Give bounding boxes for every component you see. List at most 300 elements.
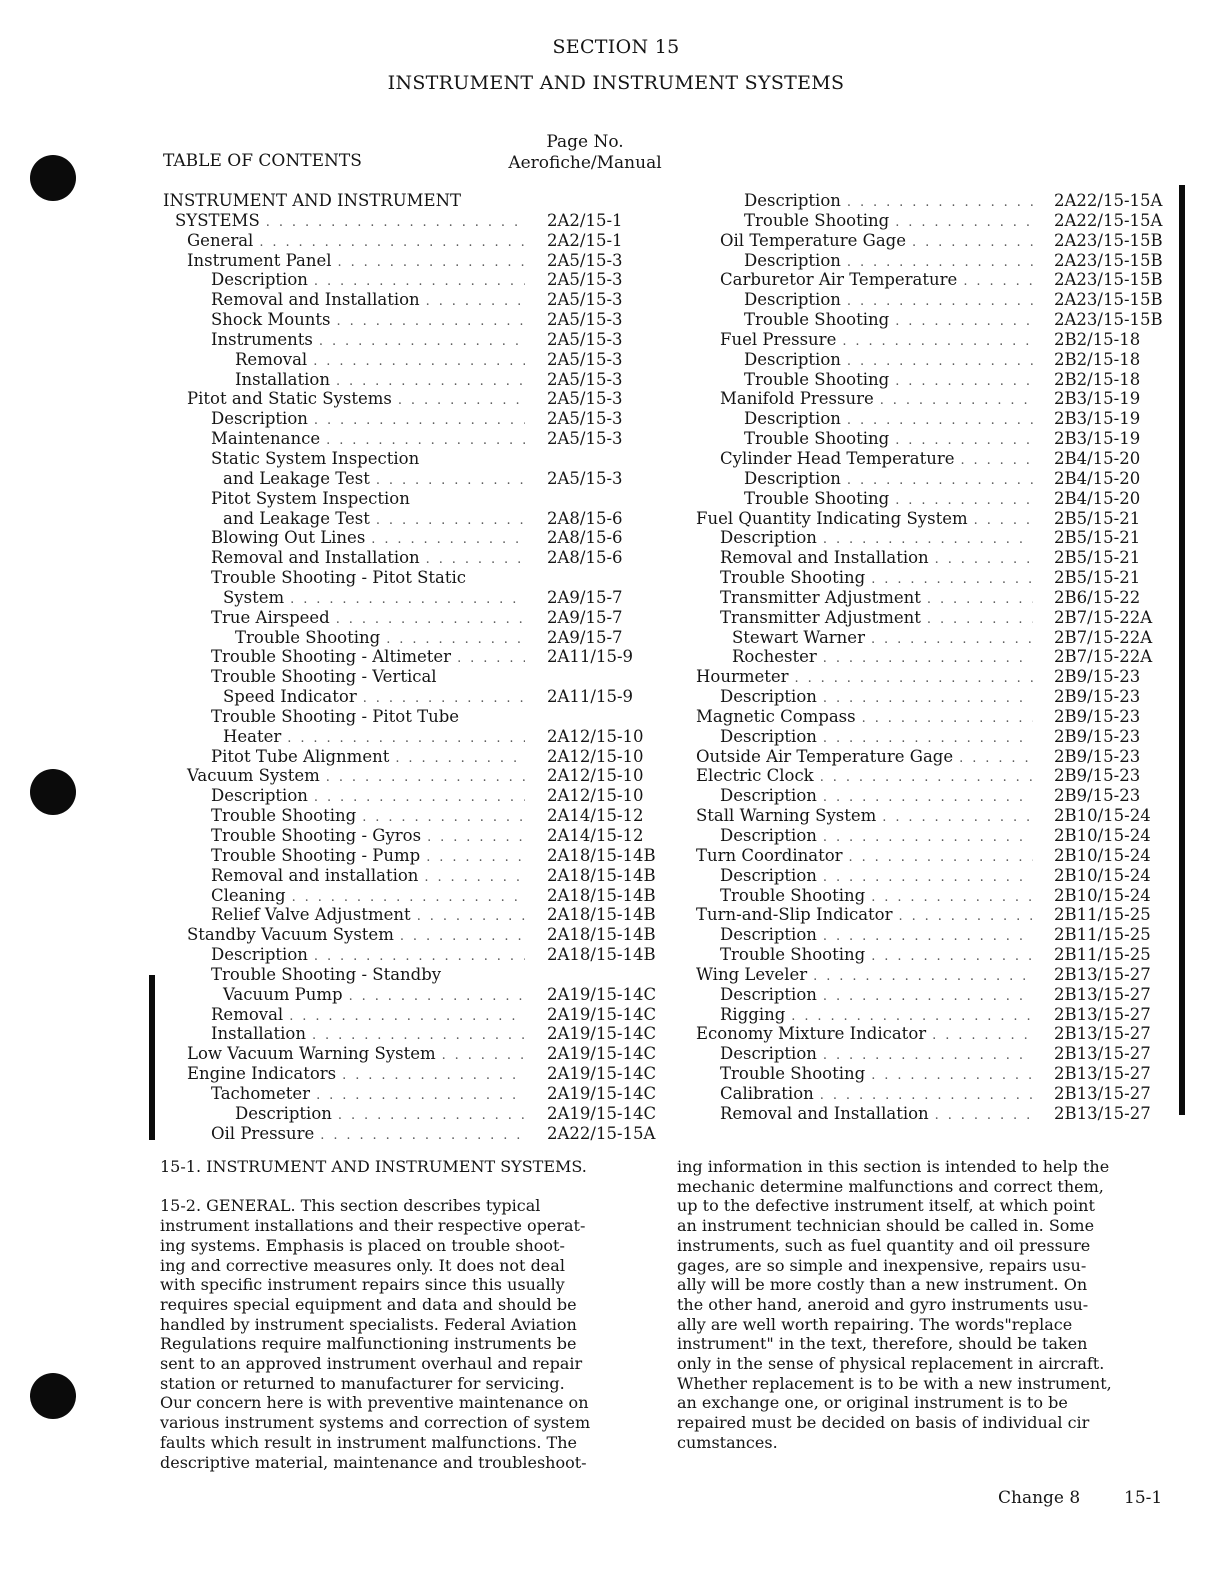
body-text-line: gages, are so simple and inexpensive, repairs usu- [677,1255,1087,1275]
toc-entry-title: Oil Temperature Gage [720,230,907,250]
toc-entry [163,1123,656,1144]
toc-entry-title: Trouble Shooting [744,210,890,230]
body-text-line [160,1177,630,1197]
toc-entry-title: Trouble Shooting [235,627,381,647]
toc-entry [696,984,1151,1005]
toc-entry-title: Description [235,1103,332,1123]
toc-entry [696,230,1163,251]
toc-entry [163,429,623,449]
toc-entry-title: Installation [211,1024,306,1044]
toc-entry-page: 2A22/15-15A [1054,210,1163,230]
toc-entry-page: 2A5/15-3 [547,349,623,369]
toc-entry [163,230,623,251]
toc-entry [163,965,533,985]
toc-entry-page: 2A18/15-14B [547,865,656,885]
body-text-line: 15-2. GENERAL. This section describes typical [160,1196,541,1216]
toc-entry-title: Cylinder Head Temperature [720,448,955,468]
toc-entry [696,826,1151,846]
change-number: Change 8 [998,1488,1081,1508]
toc-entry-page: 2A18/15-14B [547,925,656,945]
change-bar-left [149,975,155,1140]
toc-entry-page: 2B2/15-18 [1054,329,1141,349]
toc-entry-title: Description [720,826,817,845]
toc-entry-title: Stall Warning System [696,806,877,826]
toc-entry-title: Trouble Shooting - Gyros [211,826,422,845]
toc-entry-title: Instrument Panel [187,250,332,270]
toc-entry-page: 2B7/15-22A [1054,627,1153,647]
toc-entry-page: 2B3/15-19 [1054,409,1141,429]
toc-entry-title: Trouble Shooting - Pitot Static [211,568,467,588]
toc-entry-page: 2B9/15-23 [1054,766,1141,786]
toc-entry-page: 2B5/15-21 [1054,548,1141,568]
toc-entry-title: Removal and Installation [720,548,929,568]
body-text-line: instruments, such as fuel quantity and oil pressure [677,1235,1091,1255]
toc-entry-page: 2B11/15-25 [1054,945,1151,965]
toc-entry-page: 2B7/15-22A [1054,607,1153,627]
toc-entry-page: 2A19/15-14C [547,1064,657,1084]
toc-entry-title: Blowing Out Lines [211,528,366,548]
toc-entry [163,845,656,866]
body-text-line: ally will be more costly than a new instrument. On [677,1275,1088,1295]
toc-entry-title: Trouble Shooting [720,1064,866,1084]
toc-entry-title: Calibration [720,1083,814,1103]
toc-entry-page: 2A5/15-3 [547,290,623,310]
toc-entry-title: Outside Air Temperature Gage [696,746,954,766]
toc-entry [696,429,1141,449]
body-text-line: up to the defective instrument itself, at which point [677,1196,1095,1216]
toc-entry [163,945,656,965]
toc-entry [696,1044,1151,1064]
body-text-line: an exchange one, or original instrument is to be [677,1393,1068,1413]
binder-hole-bottom [30,1373,76,1419]
toc-entry-title: and Leakage Test [223,468,370,488]
toc-entry [163,468,623,489]
toc-entry-title: True Airspeed [211,607,330,627]
toc-entry-title: Rochester [732,647,817,667]
toc-entry [163,1083,657,1104]
toc-entry-title: Description [744,409,841,429]
toc-entry [163,647,634,667]
toc-entry-title: Description [720,984,817,1004]
page-number-heading [500,132,670,174]
toc-entry-page: 2A5/15-3 [547,389,623,409]
toc-entry [163,489,533,509]
toc-entry-page: 2A2/15-1 [547,230,623,250]
toc-entry-page: 2B13/15-27 [1054,964,1151,984]
toc-entry-title: Pitot Tube Alignment [211,746,390,766]
toc-entry-page: 2B9/15-23 [1054,687,1141,707]
body-text-line: 15-1. INSTRUMENT AND INSTRUMENT SYSTEMS. [160,1157,587,1176]
toc-entry-page: 2B13/15-27 [1054,1044,1151,1064]
toc-entry-page: 2B3/15-19 [1054,389,1141,409]
toc-entry-title: Cleaning [211,885,286,905]
toc-entry-page: 2A14/15-12 [547,806,644,826]
toc-entry [163,449,533,469]
toc-entry-page: 2A23/15-15B [1054,270,1163,290]
toc-entry [163,250,623,271]
toc-entry-page: 2B13/15-27 [1054,1024,1151,1044]
toc-entry-title: Transmitter Adjustment [720,607,921,627]
toc-entry-title: Rigging [720,1004,786,1024]
toc-entry-title: Description [720,865,817,885]
toc-entry-page: 2A19/15-14C [547,1004,657,1024]
toc-entry-title: Pitot and Static Systems [187,389,392,409]
toc-entry-page: 2A12/15-10 [547,786,644,806]
toc-entry-title: Removal and Installation [720,1103,929,1123]
toc-entry-title: Electric Clock [696,766,814,786]
toc-entry-title: Trouble Shooting [744,488,890,508]
toc-entry-title: Hourmeter [696,667,789,687]
toc-entry [696,786,1141,806]
toc-entry [696,905,1151,925]
toc-entry [696,587,1141,608]
toc-entry-page: 2A5/15-3 [547,369,623,389]
toc-entry [163,349,623,370]
toc-entry [696,1064,1151,1084]
section-number: SECTION 15 [552,36,680,58]
toc-entry-title: Fuel Pressure [720,329,837,349]
toc-entry [163,329,623,350]
toc-entry-page: 2A11/15-9 [547,647,634,667]
toc-entry-page: 2A5/15-3 [547,329,623,349]
toc-entry-title: Trouble Shooting [744,429,890,449]
body-text-line: Regulations require malfunctioning instruments be [160,1334,577,1354]
toc-right-column [696,191,1174,1124]
toc-entry-page: 2B4/15-20 [1054,488,1141,508]
toc-entry-page: 2A9/15-7 [547,607,623,627]
toc-entry-title: Trouble Shooting - Vertical [211,667,437,687]
toc-entry-title: Turn-and-Slip Indicator [696,905,893,925]
toc-entry-title: Trouble Shooting [720,885,866,905]
toc-entry [696,964,1151,985]
toc-entry-page: 2B9/15-23 [1054,786,1141,806]
toc-entry-title: System [223,587,285,607]
toc-left-column [163,191,655,1144]
toc-entry-page: 2B9/15-23 [1054,726,1141,746]
toc-entry [696,210,1163,231]
toc-entry [696,945,1151,965]
toc-entry-page: 2A18/15-14B [547,945,656,965]
toc-entry-title: Trouble Shooting [720,568,866,588]
toc-entry-title: Trouble Shooting [720,945,866,965]
toc-entry [696,845,1151,866]
toc-entry [163,707,533,727]
toc-entry-page: 2B13/15-27 [1054,1083,1151,1103]
body-text-line: requires special equipment and data and should be [160,1294,577,1314]
toc-entry-title: Fuel Quantity Indicating System [696,508,968,528]
toc-entry-title: Description [744,290,841,310]
toc-entry-title: Trouble Shooting [744,310,890,330]
toc-entry [696,1024,1151,1044]
toc-entry [163,1103,657,1124]
toc-entry [696,548,1141,568]
toc-entry-title: Economy Mixture Indicator [696,1024,927,1044]
toc-entry [696,191,1163,211]
toc-dot-leader [935,1106,1033,1126]
body-text-line: various instrument systems and correction of system [160,1413,591,1433]
toc-entry-title: Description [720,786,817,806]
body-text-right-column [677,1157,1137,1453]
toc-entry-title: Description [720,1044,817,1064]
toc-entry-title: Carburetor Air Temperature [720,270,958,290]
toc-entry-title: Low Vacuum Warning System [187,1044,436,1064]
toc-entry-title: Trouble Shooting - Pitot Tube [211,706,460,726]
toc-entry-title: Removal [235,349,308,369]
toc-entry-page: 2B10/15-24 [1054,845,1151,865]
body-text-line: cumstances. [677,1432,778,1452]
toc-entry-title: Description [211,786,308,806]
toc-entry-page: 2A18/15-14B [547,845,656,865]
toc-entry [696,488,1141,509]
toc-entry-page: 2A8/15-6 [547,528,623,548]
toc-entry-page: 2A5/15-3 [547,310,623,330]
toc-entry-title: Oil Pressure [211,1123,315,1143]
toc-entry [696,627,1153,648]
toc-entry-page: 2A5/15-3 [547,250,623,270]
page-number-heading-line2: Aerofiche/Manual [508,153,662,173]
toc-entry-title: Magnetic Compass [696,706,856,726]
body-text-line: only in the sense of physical replacement in aircraft. [677,1354,1105,1374]
toc-entry-title: Shock Mounts [211,310,331,330]
toc-entry-page: 2A14/15-12 [547,826,644,845]
toc-entry [696,925,1151,945]
toc-entry [696,806,1151,826]
toc-entry [696,468,1141,489]
body-text-line: ing and corrective measures only. It does not deal [160,1255,565,1275]
toc-entry-title: Description [720,726,817,746]
toc-entry [696,250,1163,271]
toc-dot-leader [320,1126,525,1146]
toc-entry-title: Description [744,349,841,369]
toc-entry [163,627,623,648]
toc-entry [163,925,656,945]
toc-entry-page: 2A23/15-15B [1054,310,1163,330]
toc-entry [696,746,1141,767]
change-bar-right [1179,185,1185,1115]
toc-entry [696,270,1163,290]
toc-entry-page: 2A5/15-3 [547,409,623,429]
toc-entry-title: Trouble Shooting [744,369,890,389]
toc-heading: TABLE OF CONTENTS [163,151,362,171]
toc-entry [163,528,623,548]
toc-entry-page: 2A19/15-14C [547,1083,657,1103]
toc-entry [696,349,1141,370]
toc-entry-title: Stewart Warner [732,627,865,647]
toc-entry [163,806,644,826]
toc-entry-page: 2A2/15-1 [547,210,623,230]
toc-entry-page: 2A18/15-14B [547,905,656,925]
toc-entry-page: 2A19/15-14C [547,1103,657,1123]
toc-entry [696,310,1163,330]
body-text-line: station or returned to manufacturer for servicing. [160,1373,565,1393]
toc-entry-page: 2A23/15-15B [1054,250,1163,270]
toc-entry [163,687,634,707]
toc-entry [696,667,1141,687]
toc-entry-page: 2B10/15-24 [1054,865,1151,885]
body-text-line: faults which result in instrument malfunctions. The [160,1432,577,1452]
body-text-line: Our concern here is with preventive maintenance on [160,1393,589,1413]
toc-entry-title: Wing Leveler [696,964,808,984]
toc-entry-page: 2B13/15-27 [1054,1064,1151,1084]
body-text-line: repaired must be decided on basis of individual cir [677,1413,1090,1433]
toc-entry-title: Standby Vacuum System [187,925,394,945]
toc-entry-page: 2A12/15-10 [547,766,644,786]
toc-entry [696,568,1141,588]
toc-entry [163,984,657,1005]
toc-entry [696,1103,1151,1124]
toc-entry-title: Turn Coordinator [696,845,843,865]
toc-entry-title: Vacuum System [187,766,320,786]
toc-entry [163,409,623,429]
toc-entry [696,726,1141,747]
toc-entry [696,766,1141,786]
toc-entry-title: Removal and Installation [211,290,420,310]
toc-entry [163,1024,657,1044]
toc-entry-page: 2A9/15-7 [547,627,623,647]
body-text-line: handled by instrument specialists. Federal Aviation [160,1314,577,1334]
toc-entry [163,389,623,409]
page-number: 15-1 [1124,1488,1163,1508]
toc-entry-title: INSTRUMENT AND INSTRUMENT [163,191,462,210]
toc-entry-page: 2B7/15-22A [1054,647,1153,667]
toc-entry-title: Description [744,468,841,488]
toc-entry-title: Trouble Shooting - Altimeter [211,647,452,667]
toc-entry-page: 2A19/15-14C [547,1044,657,1064]
toc-entry-page: 2B10/15-24 [1054,806,1151,826]
toc-entry-page: 2A22/15-15A [547,1123,656,1143]
toc-entry-page: 2B10/15-24 [1054,826,1151,845]
toc-entry [696,329,1141,350]
toc-entry-page: 2B13/15-27 [1054,1103,1151,1123]
binder-hole-middle [30,769,76,815]
toc-entry [163,548,623,568]
toc-entry-page: 2B10/15-24 [1054,885,1151,905]
toc-entry [163,766,644,786]
toc-entry-page: 2B9/15-23 [1054,706,1141,726]
toc-entry [163,310,623,330]
toc-entry [696,528,1141,548]
toc-entry [163,508,623,529]
toc-entry-title: Description [744,250,841,270]
toc-entry-title: Description [211,945,308,965]
toc-entry-page: 2A22/15-15A [1054,191,1163,210]
toc-entry-title: Transmitter Adjustment [720,587,921,607]
toc-entry-page: 2B2/15-18 [1054,349,1141,369]
toc-entry [696,389,1141,409]
body-text-line: instrument installations and their respective operat- [160,1216,586,1236]
toc-entry-page: 2B6/15-22 [1054,587,1141,607]
toc-entry [163,826,644,846]
section-title: INSTRUMENT AND INSTRUMENT SYSTEMS [387,72,845,94]
body-text-line: descriptive material, maintenance and troubleshoot- [160,1452,587,1472]
toc-entry-page: 2B11/15-25 [1054,905,1151,925]
toc-entry-page: 2A11/15-9 [547,687,634,707]
toc-entry-page: 2A19/15-14C [547,984,657,1004]
toc-entry [696,508,1141,529]
toc-entry [696,647,1153,667]
toc-entry-page: 2B5/15-21 [1054,528,1141,548]
toc-entry-page: 2A5/15-3 [547,468,623,488]
toc-entry [163,746,644,767]
toc-entry-title: Instruments [211,329,313,349]
toc-entry [163,1004,657,1025]
toc-entry-page: 2B2/15-18 [1054,369,1141,389]
toc-entry [696,687,1141,707]
toc-entry [163,210,623,231]
toc-entry-title: Pitot System Inspection [211,488,410,508]
page-number-heading-line1: Page No. [546,132,624,152]
toc-entry-page: 2B5/15-21 [1054,508,1141,528]
toc-entry-page: 2A9/15-7 [547,587,623,607]
toc-entry-page: 2B13/15-27 [1054,984,1151,1004]
toc-entry [163,1044,657,1064]
body-text-line: the other hand, aneroid and gyro instruments usu- [677,1294,1089,1314]
toc-entry [696,607,1153,628]
toc-entry [163,905,656,925]
toc-entry-title: Trouble Shooting - Standby [211,964,442,984]
toc-entry [163,587,623,608]
toc-entry [163,607,623,628]
toc-entry [163,290,623,310]
toc-entry-title: Engine Indicators [187,1064,337,1084]
toc-entry [163,191,533,211]
toc-entry-page: 2A23/15-15B [1054,230,1163,250]
toc-entry-title: Description [720,528,817,548]
toc-entry [696,409,1141,429]
toc-entry [163,369,623,390]
toc-entry-page: 2A12/15-10 [547,746,644,766]
toc-entry [696,865,1151,886]
toc-entry-page: 2B13/15-27 [1054,1004,1151,1024]
toc-entry-title: Speed Indicator [223,687,357,707]
toc-entry-title: Vacuum Pump [223,984,343,1004]
toc-entry-title: Description [744,191,841,210]
toc-entry-page: 2B3/15-19 [1054,429,1141,449]
toc-entry-title: Removal [211,1004,284,1024]
binder-hole-top [30,155,76,201]
body-text-line: with specific instrument repairs since this usually [160,1275,565,1295]
toc-entry-page: 2A5/15-3 [547,270,623,290]
toc-entry [696,885,1151,906]
toc-entry-title: Description [720,925,817,945]
body-text-line: ing systems. Emphasis is placed on trouble shoot- [160,1235,565,1255]
toc-entry-title: Relief Valve Adjustment [211,905,411,925]
toc-entry [696,1004,1151,1025]
toc-entry-title: Installation [235,369,330,389]
body-text-line: an instrument technician should be called in. Some [677,1216,1095,1236]
body-text-line: ally are well worth repairing. The words"replace [677,1314,1073,1334]
toc-entry [163,865,656,886]
toc-entry-title: Tachometer [211,1083,311,1103]
body-text-line: instrument" in the text, therefore, should be taken [677,1334,1088,1354]
toc-entry-title: Description [211,270,308,290]
toc-entry-title: Description [211,409,308,429]
toc-entry-title: Removal and installation [211,865,419,885]
body-text-line: ing information in this section is intended to help the [677,1157,1110,1176]
toc-entry-title: Heater [223,726,282,746]
toc-entry-page: 2B4/15-20 [1054,468,1141,488]
toc-entry-title: General [187,230,254,250]
toc-entry-page: 2A18/15-14B [547,885,656,905]
toc-entry-title: Static System Inspection [211,448,420,468]
toc-entry-page: 2A5/15-3 [547,429,623,449]
body-text-line: Whether replacement is to be with a new instrument, [677,1373,1112,1393]
toc-entry-page: 2A23/15-15B [1054,290,1163,310]
toc-entry [163,568,533,588]
toc-entry-page: 2B4/15-20 [1054,448,1141,468]
toc-entry [696,1083,1151,1104]
toc-entry [163,885,656,906]
